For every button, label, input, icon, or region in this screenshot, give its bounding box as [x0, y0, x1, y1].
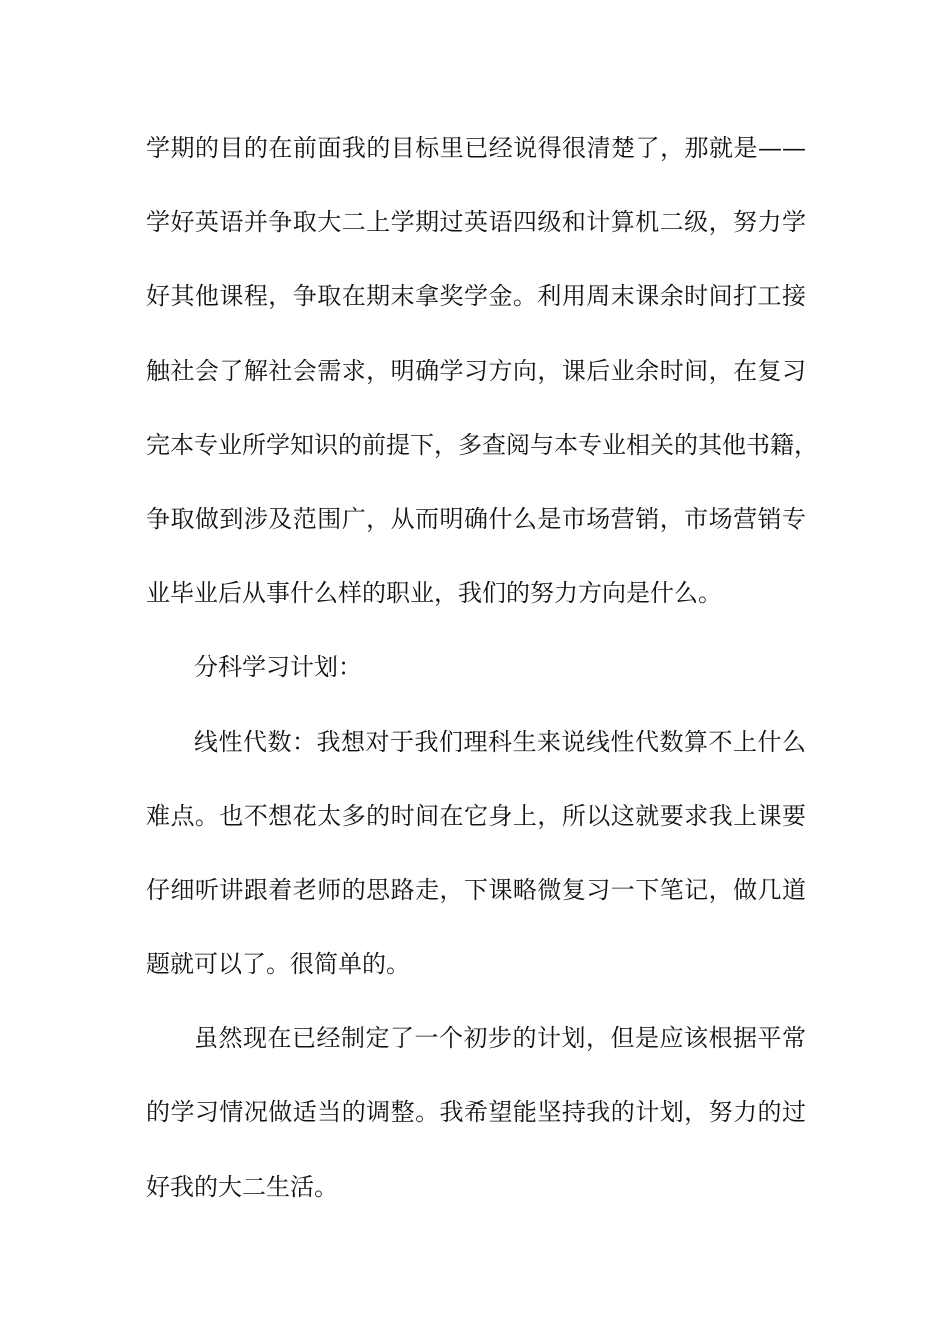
text-line: 题就可以了。很简单的。 — [146, 950, 410, 979]
text-line: 好我的大二生活。 — [146, 1172, 338, 1201]
section-heading: 分科学习计划： — [194, 653, 362, 682]
text-line: 触社会了解社会需求，明确学习方向，课后业余时间，在复习 — [146, 356, 806, 385]
document-text-body — [146, 128, 818, 1241]
text-line: 学好英语并争取大二上学期过英语四级和计算机二级，努力学 — [146, 208, 806, 237]
text-line: 的学习情况做适当的调整。我希望能坚持我的计划，努力的过 — [146, 1098, 806, 1127]
text-line: 争取做到涉及范围广，从而明确什么是市场营销，市场营销专 — [146, 504, 806, 533]
text-line: 完本专业所学知识的前提下，多查阅与本专业相关的其他书籍， — [146, 430, 818, 459]
text-line: 仔细听讲跟着老师的思路走，下课略微复习一下笔记，做几道 — [146, 875, 806, 904]
text-line: 好其他课程，争取在期末拿奖学金。利用周末课余时间打工接 — [146, 282, 806, 311]
text-line: 业毕业后从事什么样的职业，我们的努力方向是什么。 — [146, 579, 722, 608]
text-line: 线性代数：我想对于我们理科生来说线性代数算不上什么 — [194, 727, 806, 756]
text-line: 虽然现在已经制定了一个初步的计划，但是应该根据平常 — [194, 1024, 806, 1053]
text-line: 学期的目的在前面我的目标里已经说得很清楚了，那就是—— — [146, 134, 806, 162]
text-line: 难点。也不想花太多的时间在它身上，所以这就要求我上课要 — [146, 801, 806, 830]
